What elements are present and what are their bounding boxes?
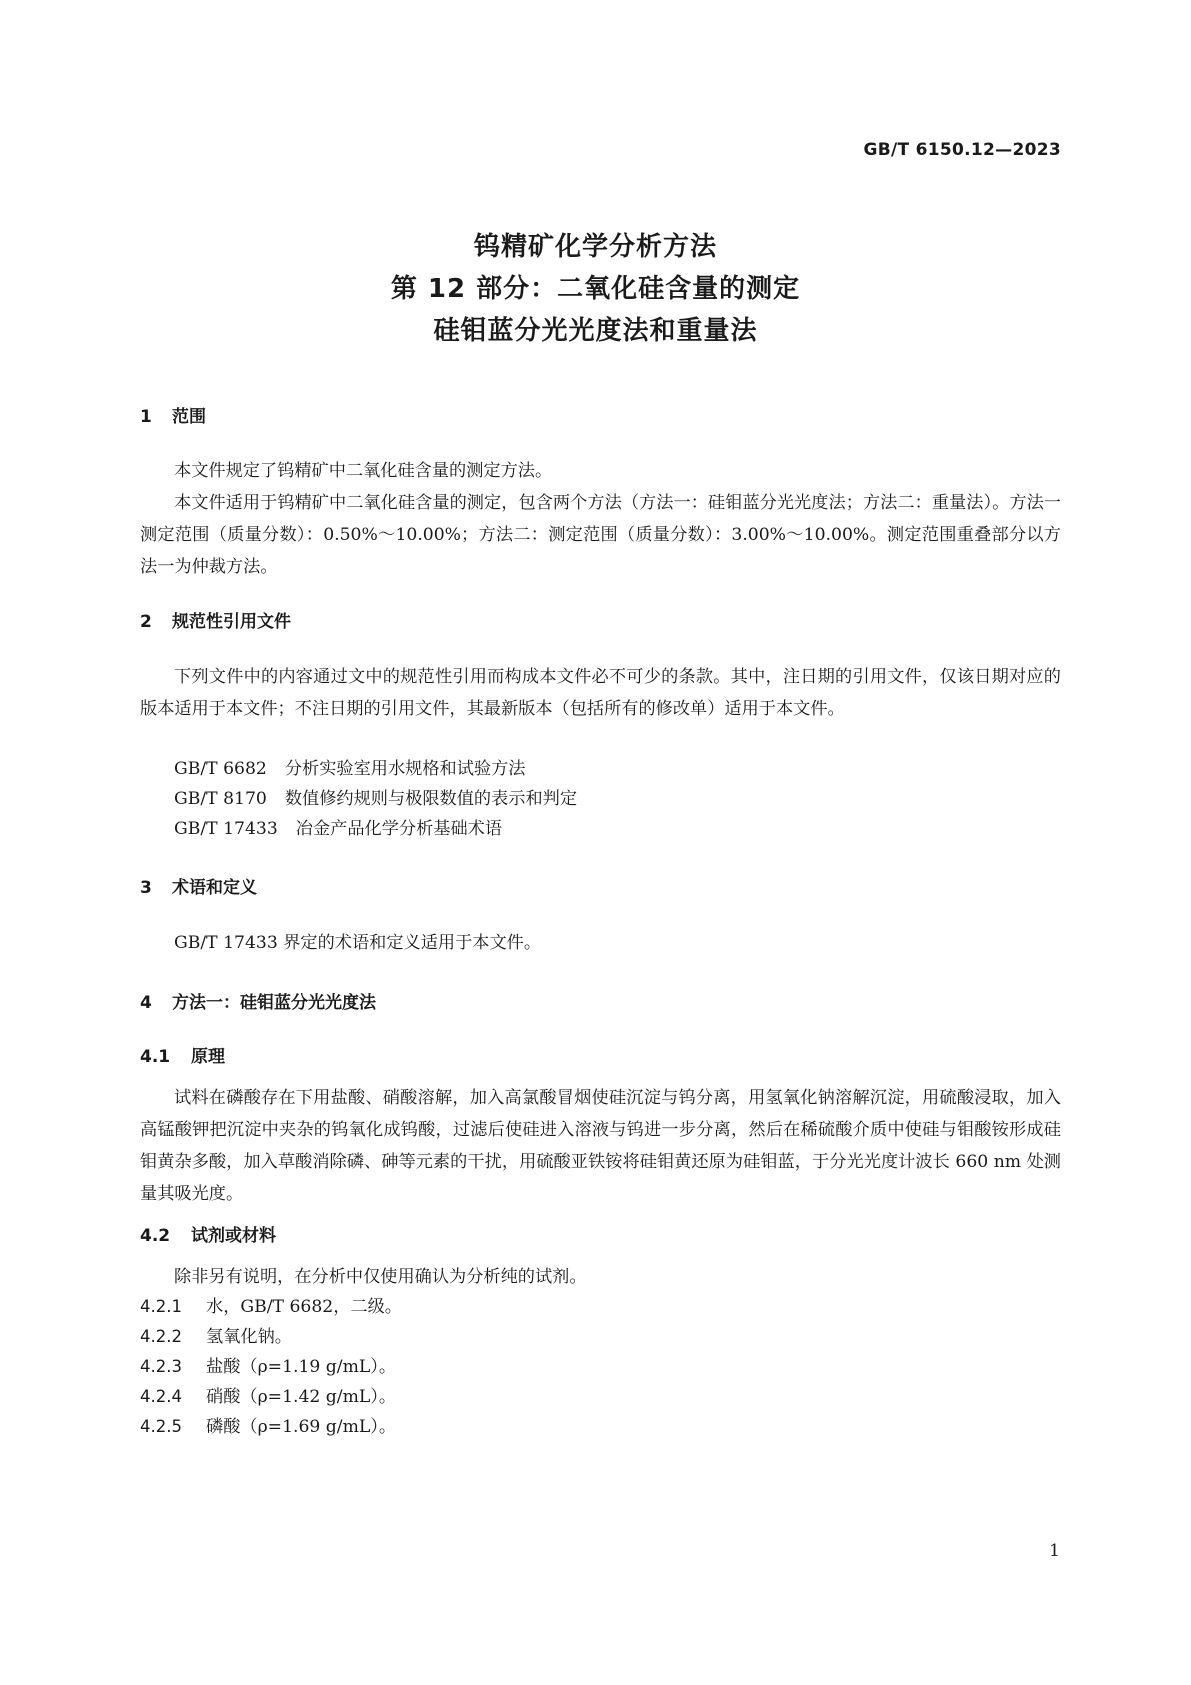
- doc-title-line2: 第 12 部分：二氧化硅含量的测定: [390, 274, 801, 304]
- section-4-heading: [140, 988, 376, 1013]
- section-3-heading: [140, 873, 257, 898]
- reference-title: 冶金产品化学分析基础术语: [295, 819, 503, 839]
- section-2-para-1: 下列文件中的内容通过文中的规范性引用而构成本文件必不可少的条款。其中，注日期的引用文件，仅该日期对应的版本适用于本文件；不注日期的引用文件，其最新版本（包括所有的修改单）适用于本文件。: [140, 667, 1061, 719]
- doc-title-line1: 钨精矿化学分析方法: [473, 232, 717, 262]
- item-text: 硝酸（ρ=1.42 g/mL）。: [206, 1387, 397, 1407]
- section-2-heading: [140, 607, 291, 632]
- item-number: 4.2.1: [140, 1297, 182, 1316]
- item-number: 4.2.2: [140, 1327, 182, 1346]
- section-4-2-heading: [140, 1221, 276, 1246]
- section-4-2-para-1: 除非另有说明，在分析中仅使用确认为分析纯的试剂。: [174, 1267, 587, 1287]
- reference-title: 数值修约规则与极限数值的表示和判定: [284, 789, 578, 809]
- normative-reference: [174, 783, 577, 815]
- item-text: 水，GB/T 6682，二级。: [206, 1297, 402, 1317]
- section-number: 2: [140, 612, 152, 632]
- reference-title: 分析实验室用水规格和试验方法: [284, 759, 526, 779]
- item-text: 盐酸（ρ=1.19 g/mL）。: [206, 1357, 397, 1377]
- section-number: 3: [140, 878, 152, 898]
- standard-number: GB/T 6150.12—2023: [863, 140, 1061, 160]
- section-4-1-heading: [140, 1042, 225, 1067]
- page-number: 1: [1049, 1541, 1060, 1561]
- section-title: 试剂或材料: [191, 1226, 276, 1246]
- section-1-para-2: 本文件适用于钨精矿中二氧化硅含量的测定，包含两个方法（方法一：硅钼蓝分光光度法；方法二：重量法）。方法一测定范围（质量分数）：0.50%～10.00%；方法二：测定范围（质量分数）：3.00%～10.00%。测定范围重叠部分以方法一为仲裁方法。: [140, 493, 1061, 577]
- section-title: 规范性引用文件: [172, 612, 291, 632]
- section-title: 术语和定义: [172, 878, 257, 898]
- item-text: 磷酸（ρ=1.69 g/mL）。: [206, 1417, 397, 1437]
- reagent-item: [140, 1381, 396, 1413]
- reference-code: GB/T 6682: [174, 759, 267, 779]
- section-4-1-para-1: 试料在磷酸存在下用盐酸、硝酸溶解，加入高氯酸冒烟使硅沉淀与钨分离，用氢氧化钠溶解沉淀，用硫酸浸取，加入高锰酸钾把沉淀中夹杂的钨氧化成钨酸，过滤后使硅进入溶液与钨进一步分离，然后在稀硫酸介质中使硅与钼酸铵形成硅钼黄杂多酸，加入草酸消除磷、砷等元素的干扰，用硫酸亚铁铵将硅钼黄还原为硅钼蓝，于分光光度计波长 660 nm 处测量其吸光度。: [140, 1088, 1061, 1204]
- reference-code: GB/T 17433: [174, 819, 278, 839]
- section-number: 4.1: [140, 1047, 171, 1067]
- item-text: 氢氧化钠。: [206, 1327, 292, 1347]
- reference-code: GB/T 8170: [174, 789, 267, 809]
- section-1-para-1: 本文件规定了钨精矿中二氧化硅含量的测定方法。: [174, 461, 553, 481]
- reagent-item: [140, 1411, 396, 1443]
- reagent-item: [140, 1321, 292, 1353]
- reagent-item: [140, 1351, 396, 1383]
- section-number: 1: [140, 407, 152, 427]
- normative-reference: [174, 813, 502, 845]
- section-1-heading: [140, 402, 206, 427]
- doc-title-line3: 硅钼蓝分光光度法和重量法: [433, 316, 758, 346]
- normative-reference: [174, 753, 525, 785]
- section-title: 方法一：硅钼蓝分光光度法: [172, 993, 376, 1013]
- section-3-para-1: GB/T 17433 界定的术语和定义适用于本文件。: [174, 933, 542, 953]
- section-title: 范围: [172, 407, 206, 427]
- section-title: 原理: [191, 1047, 225, 1067]
- item-number: 4.2.3: [140, 1357, 182, 1376]
- section-number: 4.2: [140, 1226, 171, 1246]
- reagent-item: [140, 1291, 402, 1323]
- section-number: 4: [140, 993, 152, 1013]
- item-number: 4.2.5: [140, 1417, 182, 1436]
- item-number: 4.2.4: [140, 1387, 182, 1406]
